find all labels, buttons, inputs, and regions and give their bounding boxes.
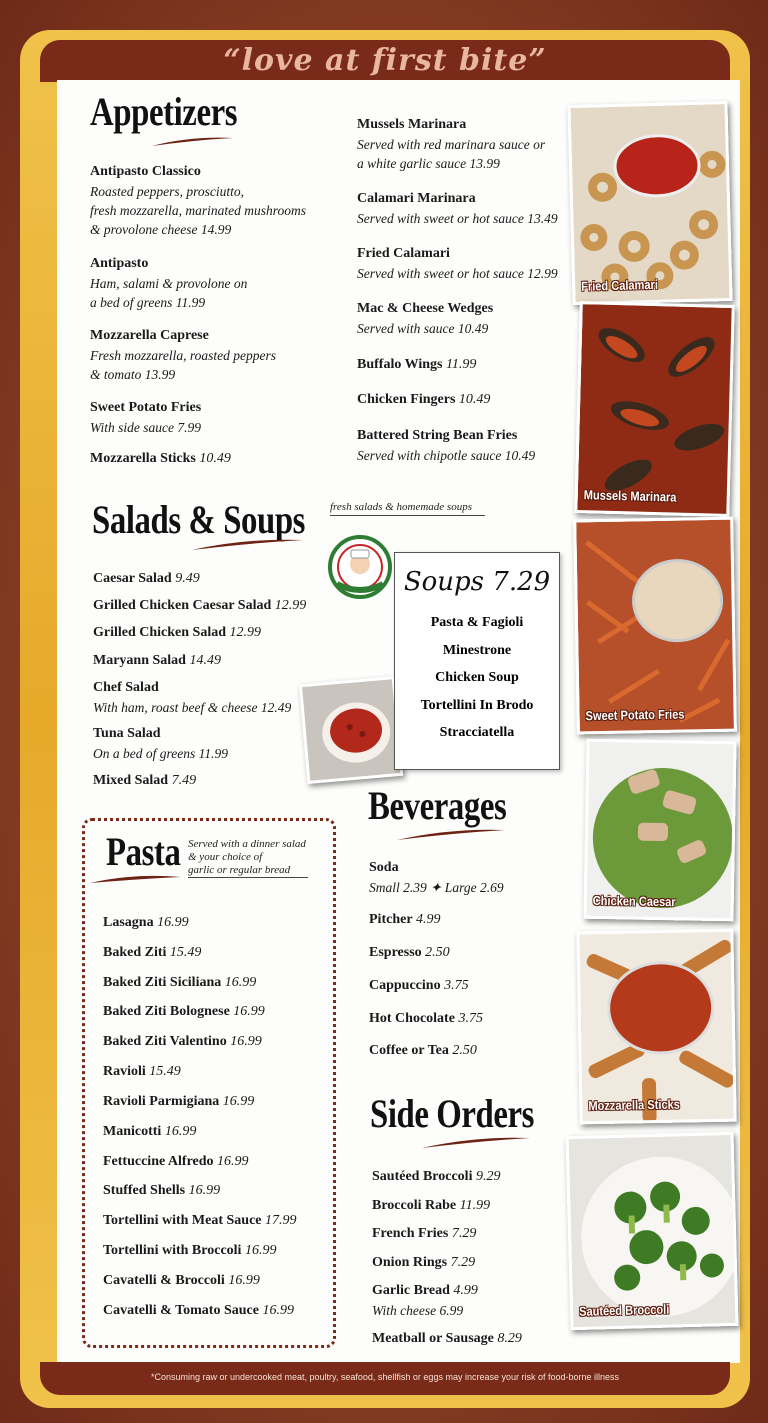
menu-item: Hot Chocolate 3.75 — [369, 1011, 483, 1026]
menu-item: Buffalo Wings 11.99 — [357, 357, 477, 372]
photo-caption: Fried Calamari — [580, 276, 659, 294]
swash-ornament — [150, 134, 235, 148]
photo-mozzarella-sticks — [576, 929, 736, 1125]
menu-item: Baked Ziti Valentino 16.99 — [103, 1034, 262, 1049]
menu-item: Chef Salad With ham, roast beef & cheese 12.49 — [93, 680, 292, 715]
side-orders-heading: Side Orders — [370, 1091, 535, 1136]
menu-item: Mozzarella Caprese Fresh mozzarella, roasted peppers & tomato 13.99 — [90, 328, 276, 382]
menu-item: Cavatelli & Broccoli 16.99 — [103, 1273, 260, 1288]
menu-item: Sweet Potato Fries With side sauce 7.99 — [90, 400, 202, 435]
swash-ornament — [395, 826, 507, 842]
pasta-section — [82, 818, 336, 1348]
menu-item: Espresso 2.50 — [369, 945, 450, 960]
menu-item: Baked Ziti Bolognese 16.99 — [103, 1004, 265, 1019]
menu-item: Grilled Chicken Salad 12.99 — [93, 625, 262, 640]
soups-card — [394, 552, 560, 770]
photo-caption: Sautéed Broccoli — [578, 1301, 670, 1319]
photo-sauteed-broccoli — [565, 1132, 738, 1330]
menu-item: Coffee or Tea 2.50 — [369, 1043, 477, 1058]
menu-item: Caesar Salad 9.49 — [93, 571, 200, 586]
menu-item: Ravioli Parmigiana 16.99 — [103, 1094, 255, 1109]
menu-item: Broccoli Rabe 11.99 — [372, 1198, 491, 1213]
salads-heading: Salads & Soups — [92, 497, 306, 542]
soups-title: Soups 7.29 — [403, 567, 551, 597]
soup-item: Stracciatella — [439, 725, 515, 740]
photo-chicken-caesar — [583, 739, 736, 922]
menu-item: Cavatelli & Tomato Sauce 16.99 — [103, 1303, 294, 1318]
menu-item: Stuffed Shells 16.99 — [103, 1183, 221, 1198]
appetizers-heading: Appetizers — [90, 89, 238, 134]
restaurant-logo — [325, 532, 395, 602]
menu-item: Pitcher 4.99 — [369, 912, 441, 927]
footer-disclaimer: *Consuming raw or undercooked meat, poultry, seafood, shellfish or eggs may increase your risk of food-borne illness — [40, 1362, 730, 1395]
swash-ornament — [420, 1134, 532, 1150]
photo-sweet-potato-fries — [573, 517, 737, 735]
photo-fried-calamari — [567, 101, 732, 305]
menu-item: Garlic Bread 4.99 With cheese 6.99 — [372, 1283, 478, 1318]
beverages-heading: Beverages — [368, 783, 507, 828]
soup-item: Minestrone — [442, 642, 512, 658]
menu-item: Fettuccine Alfredo 16.99 — [103, 1154, 249, 1169]
menu-item: Lasagna 16.99 — [103, 915, 189, 930]
menu-item: Mussels Marinara Served with red marinara sauce or a white garlic sauce 13.99 — [357, 117, 546, 171]
menu-item: French Fries 7.29 — [372, 1226, 477, 1241]
menu-item: Manicotti 16.99 — [103, 1124, 197, 1139]
photo-caption: Chicken Caesar — [592, 892, 676, 910]
menu-item: Mixed Salad 7.49 — [93, 773, 197, 788]
menu-item: Soda Small 2.39 ✦ Large 2.69 — [369, 860, 504, 895]
menu-item: Maryann Salad 14.49 — [93, 653, 221, 668]
menu-item: Antipasto Classico Roasted peppers, prosciutto, fresh mozzarella, marinated mushrooms & provolone cheese 14.99 — [90, 164, 307, 237]
menu-item: Meatball or Sausage 8.29 — [372, 1331, 522, 1346]
menu-item: Mac & Cheese Wedges Served with sauce 10.49 — [357, 301, 494, 336]
swash-ornament — [88, 871, 183, 887]
pasta-note: Served with a dinner salad & your choice of garlic or regular bread — [188, 838, 308, 878]
menu-item: Baked Ziti 15.49 — [103, 945, 202, 960]
menu-item: Calamari Marinara Served with sweet or hot sauce 13.49 — [357, 191, 558, 226]
menu-item: Chicken Fingers 10.49 — [357, 392, 491, 407]
soup-item: Pasta & Fagioli — [430, 615, 524, 630]
soup-item: Tortellini In Brodo — [420, 697, 534, 713]
menu-item: Tortellini with Meat Sauce 17.99 — [103, 1213, 297, 1228]
menu-item: Grilled Chicken Caesar Salad 12.99 — [93, 598, 307, 613]
photo-caption: Mozzarella Sticks — [588, 1096, 680, 1114]
menu-item: Mozzarella Sticks 10.49 — [90, 451, 231, 466]
soup-photo — [299, 676, 403, 784]
menu-item: Cappuccino 3.75 — [369, 978, 469, 993]
photo-mussels-marinara — [574, 301, 734, 517]
menu-item: Baked Ziti Siciliana 16.99 — [103, 975, 257, 990]
menu-item: Fried Calamari Served with sweet or hot sauce 12.99 — [357, 246, 558, 281]
menu-item: Battered String Bean Fries Served with chipotle sauce 10.49 — [357, 428, 536, 463]
menu-item: Sautéed Broccoli 9.29 — [372, 1169, 501, 1184]
menu-item: Antipasto Ham, salami & provolone on a bed of greens 11.99 — [90, 256, 248, 310]
salads-tagline: fresh salads & homemade soups — [330, 501, 485, 516]
swash-ornament — [190, 536, 305, 552]
photo-caption: Sweet Potato Fries — [585, 706, 685, 724]
pasta-heading: Pasta — [106, 829, 181, 874]
soup-item: Chicken Soup — [435, 670, 519, 685]
menu-item: Tortellini with Broccoli 16.99 — [103, 1243, 277, 1258]
menu-item: Onion Rings 7.29 — [372, 1255, 476, 1270]
menu-item: Tuna Salad On a bed of greens 11.99 — [93, 726, 228, 761]
tagline-banner: “love at first bite” — [40, 40, 730, 82]
menu-item: Ravioli 15.49 — [103, 1064, 181, 1079]
photo-caption: Mussels Marinara — [583, 487, 677, 505]
